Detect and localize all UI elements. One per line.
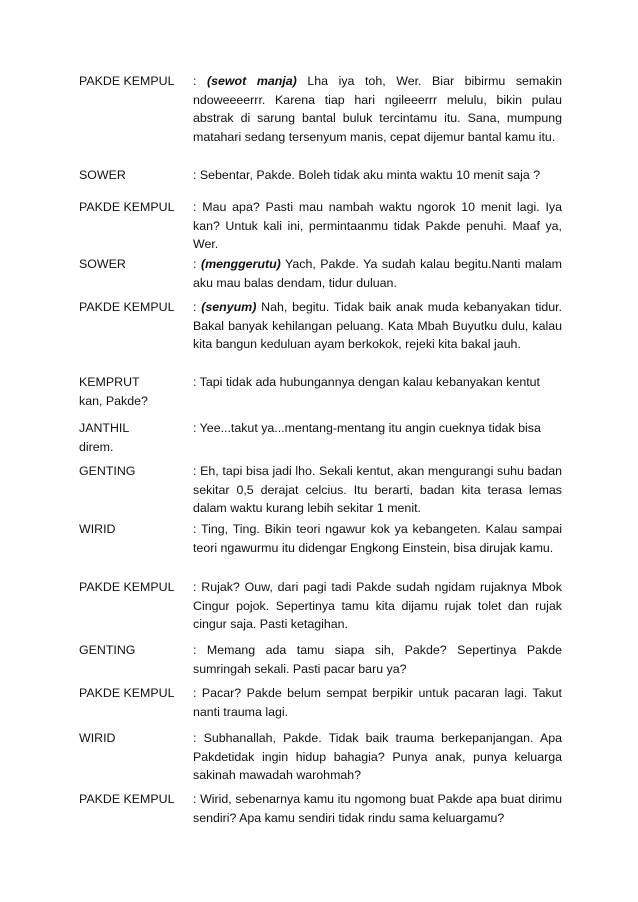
dialogue-line: : Memang ada tamu siapa sih, Pakde? Sepertinya Pakde sumringah sekali. Pasti pacar baru ya? (193, 643, 562, 676)
dialogue-line: : (senyum) Nah, begitu. Tidak baik anak muda kebanyakan tidur. Bakal banyak kehilangan peluang. Kata Mbah Buyutku dulu, kalau kita bangun keduluan ayam berkokok, rejeki kita bakal jauh. (193, 300, 563, 352)
speaker-name: PAKDE KEMPUL (79, 74, 175, 88)
speaker-name: WIRID (79, 522, 116, 536)
speaker-name: PAKDE KEMPUL (79, 792, 175, 806)
dialogue-line: : Wirid, sebenarnya kamu itu ngomong buat Pakde apa buat dirimu sendiri? Apa kamu sendiri tidak rindu sama keluargamu? (193, 792, 562, 825)
speaker-name: WIRID (79, 731, 116, 745)
speaker-name: JANTHIL (79, 421, 130, 435)
dialogue-line: : (sewot manja) Lha iya toh, Wer. Biar bibirmu semakin ndoweeeerrr. Karena tiap hari ngileeerrr melulu, bikin pulau abstrak di sarung bantal buluk tercintamu itu. Sana, mumpung matahari sedang tersenyum manis, cepat dijemur bantal kamu itu. (193, 74, 562, 144)
stage-direction: (senyum) (201, 300, 257, 314)
dialogue-line: : Yee...takut ya...mentang-mentang itu angin cueknya tidak bisa (193, 421, 541, 435)
dialogue-line: : Eh, tapi bisa jadi lho. Sekali kentut, akan mengurangi suhu badan sekitar 0,5 derajat celcius. Itu berarti, badan kita terasa lemas dalam waktu kurang lebih sekitar 1 menit. (193, 464, 562, 516)
dialogue-line: : Sebentar, Pakde. Boleh tidak aku minta waktu 10 menit saja ? (193, 168, 541, 182)
dialogue-line-continuation: direm. (79, 439, 114, 454)
speaker-name: SOWER (79, 168, 126, 182)
speaker-name: PAKDE KEMPUL (79, 580, 175, 594)
speaker-name: PAKDE KEMPUL (79, 300, 175, 314)
speaker-name: GENTING (79, 464, 136, 478)
dialogue-line: : Pacar? Pakde belum sempat berpikir untuk pacaran lagi. Takut nanti trauma lagi. (193, 686, 562, 719)
dialogue-line: : Tapi tidak ada hubungannya dengan kalau kebanyakan kentut (193, 375, 540, 389)
stage-direction: (sewot manja) (207, 74, 297, 88)
dialogue-line: : Mau apa? Pasti mau nambah waktu ngorok 10 menit lagi. Iya kan? Untuk kali ini, permintaanmu tidak Pakde penuhi. Maaf ya, Wer. (193, 200, 562, 252)
speaker-name: PAKDE KEMPUL (79, 686, 175, 700)
speaker-name: SOWER (79, 257, 126, 271)
dialogue-line: : Ting, Ting. Bikin teori ngawur kok ya kebangeten. Kalau sampai teori ngawurmu itu didengar Engkong Einstein, bisa dirujak kamu. (193, 522, 562, 555)
speaker-name: GENTING (79, 643, 136, 657)
dialogue-line: : (menggerutu) Yach, Pakde. Ya sudah kalau begitu.Nanti malam aku mau balas dendam, tidur duluan. (193, 257, 562, 290)
speaker-name: PAKDE KEMPUL (79, 200, 175, 214)
dialogue-line: : Subhanallah, Pakde. Tidak baik trauma berkepanjangan. Apa Pakdetidak ingin hidup bahagia? Punya anak, punya keluarga sakinah mawadah warohmah? (193, 731, 562, 783)
dialogue-line: : Rujak? Ouw, dari pagi tadi Pakde sudah ngidam rujaknya Mbok Cingur pojok. Sepertinya tamu kita dijamu rujak tolet dan rujak cingur saja. Pasti ketagihan. (193, 580, 562, 632)
dialogue-line-continuation: kan, Pakde? (79, 393, 148, 408)
stage-direction: (menggerutu) (200, 257, 281, 271)
speaker-name: KEMPRUT (79, 375, 140, 389)
